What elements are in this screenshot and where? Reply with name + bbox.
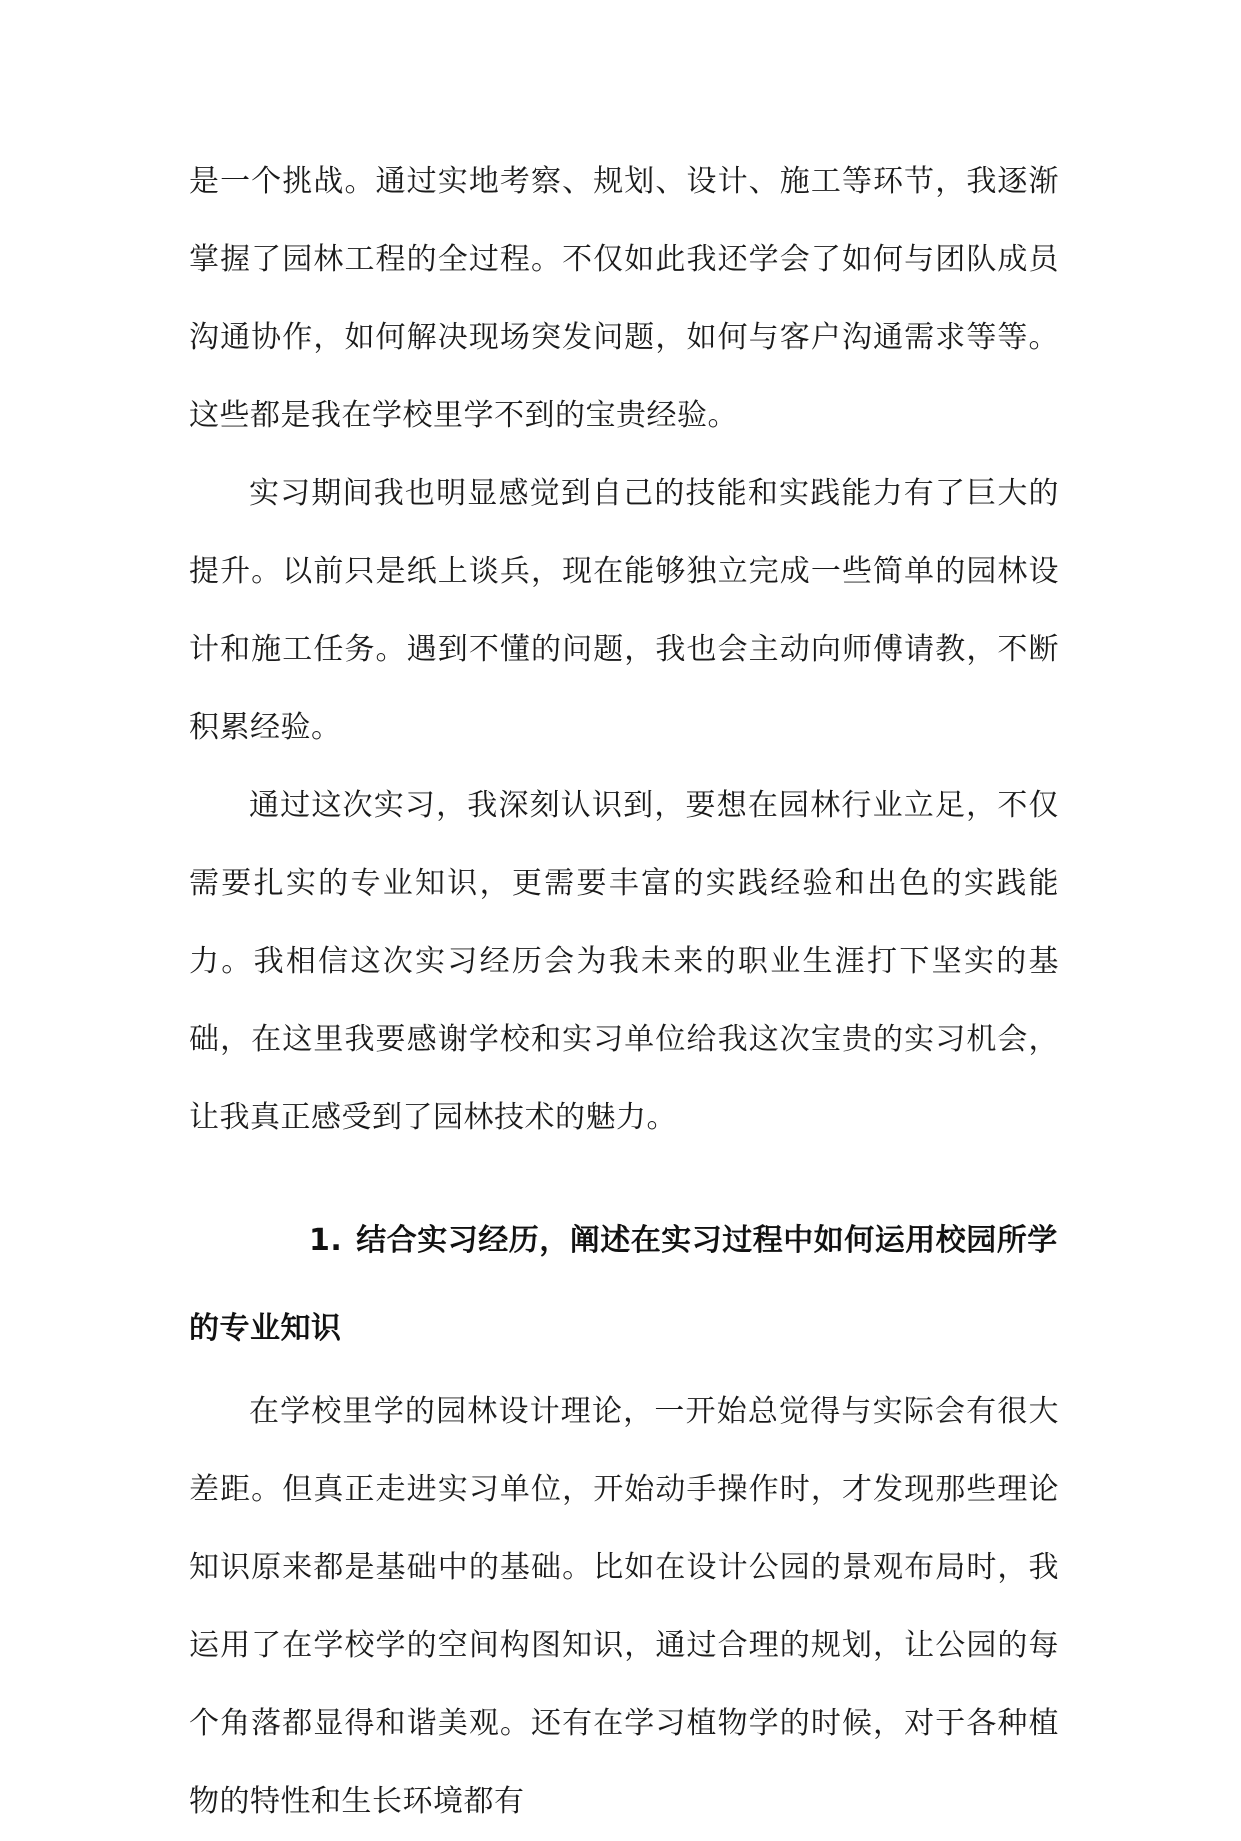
paragraph-skill-improvement: 实习期间我也明显感觉到自己的技能和实践能力有了巨大的提升。以前只是纸上谈兵，现在能够独立完成一些简单的园林设计和施工任务。遇到不懂的问题，我也会主动向师傅请教，不断积累经验。 — [189, 476, 1059, 745]
section-heading-number: 1. — [309, 1223, 343, 1258]
paragraph-conclusion: 通过这次实习，我深刻认识到，要想在园林行业立足，不仅需要扎实的专业知识，更需要丰富的实践经验和出色的实践能力。我相信这次实习经历会为我未来的职业生涯打下坚实的基础，在这里我要感谢学校和实习单位给我这次宝贵的实习机会，让我真正感受到了园林技术的魅力。 — [189, 788, 1059, 1135]
paragraph-applying-knowledge: 在学校里学的园林设计理论，一开始总觉得与实际会有很大差距。但真正走进实习单位，开始动手操作时，才发现那些理论知识原来都是基础中的基础。比如在设计公园的景观布局时，我运用了在学校学的空间构图知识，通过合理的规划，让公园的每个角落都显得和谐美观。还有在学习植物学的时候，对于各种植物的特性和生长环境都有 — [189, 1394, 1059, 1819]
document-body — [189, 143, 1059, 1841]
section-heading-text: 结合实习经历，阐述在实习过程中如何运用校园所学的专业知识 — [189, 1223, 1058, 1346]
paragraph-challenge: 是一个挑战。通过实地考察、规划、设计、施工等环节，我逐渐掌握了园林工程的全过程。不仅如此我还学会了如何与团队成员沟通协作，如何解决现场突发问题，如何与客户沟通需求等等。这些都是我在学校里学不到的宝贵经验。 — [189, 164, 1059, 433]
section-heading — [189, 1197, 1059, 1373]
